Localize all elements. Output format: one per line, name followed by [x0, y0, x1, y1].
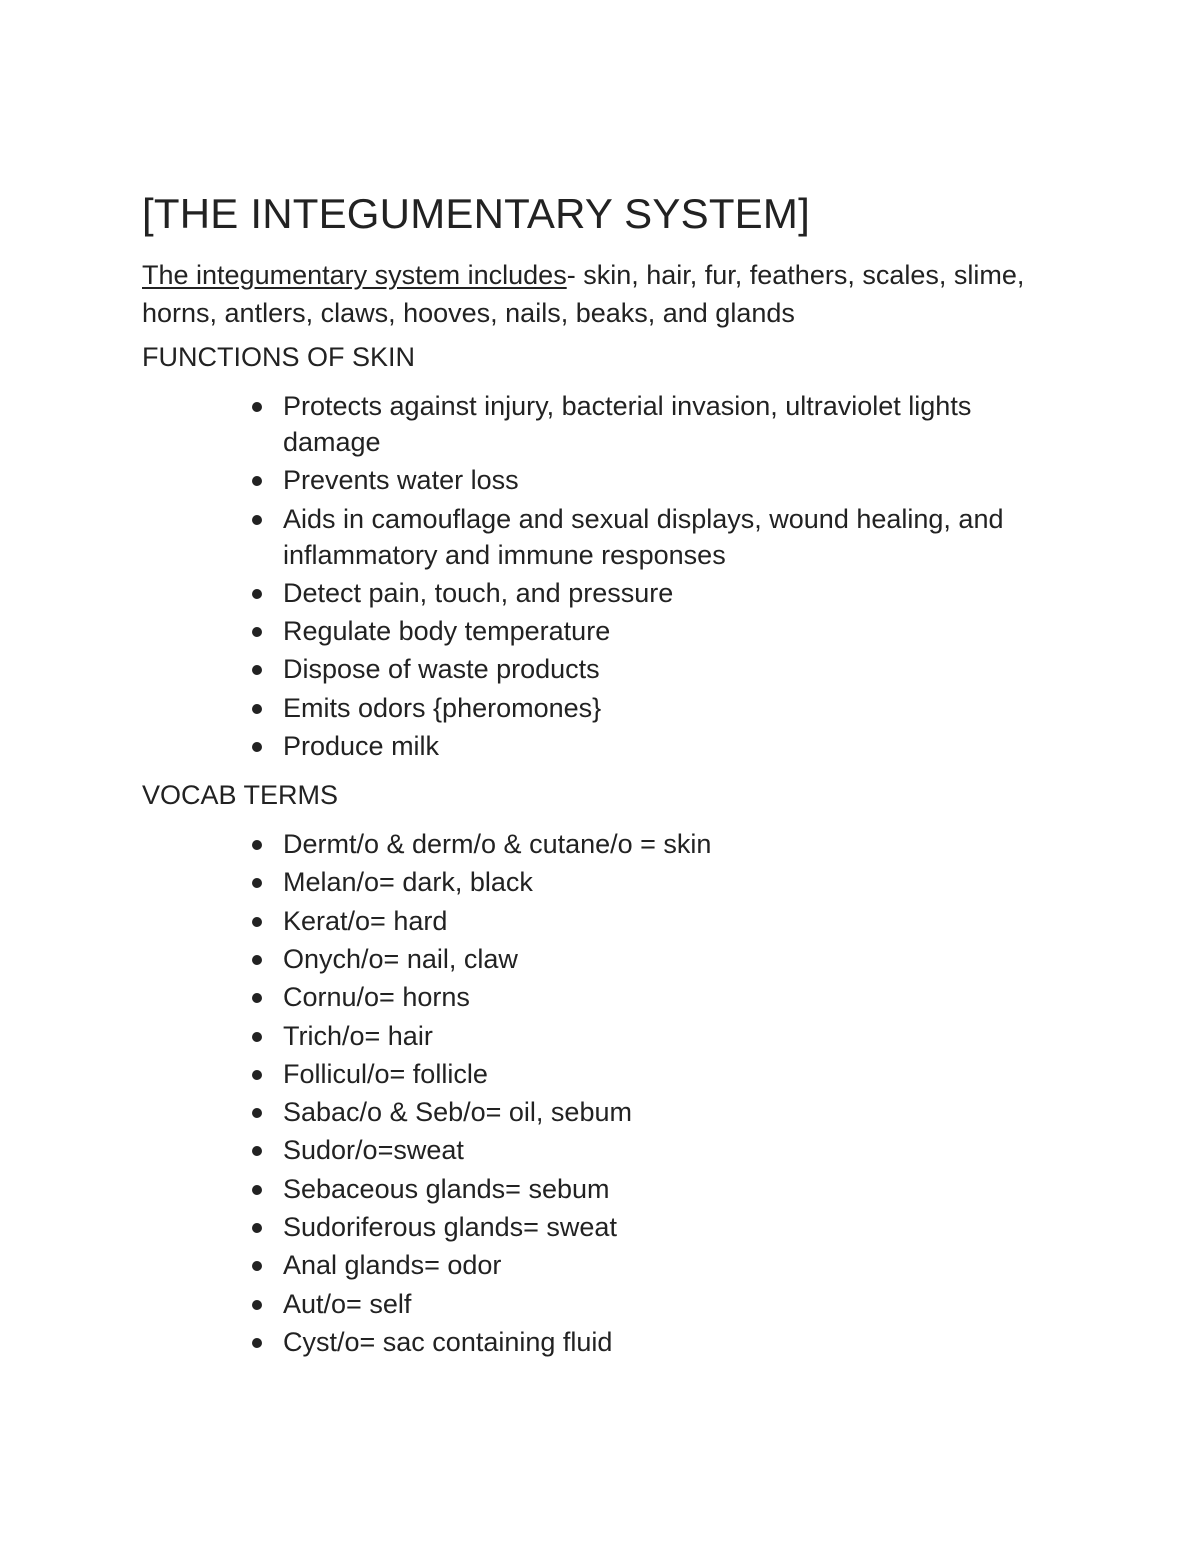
bullet-icon: [252, 1185, 262, 1195]
list-item: [283, 1286, 1063, 1322]
list-item: [283, 388, 1063, 460]
list-item-text: Cyst/o= sac containing fluid: [283, 1326, 613, 1357]
document-title: [THE INTEGUMENTARY SYSTEM]: [142, 190, 810, 237]
list-item-text: Produce milk: [283, 731, 440, 762]
bullet-icon: [252, 1338, 262, 1348]
list-item-text: Kerat/o= hard: [283, 905, 448, 936]
list-item-text: Prevents water loss: [283, 465, 519, 496]
list-item-text: Onych/o= nail, claw: [283, 943, 518, 974]
list-item-text: Aids in camouflage and sexual displays, wound healing, and inflammatory and immune responses: [283, 503, 1004, 570]
list-item-text: Dispose of waste products: [283, 654, 600, 685]
list-item-text: Protects against injury, bacterial invasion, ultraviolet lights damage: [283, 391, 972, 457]
list-item-text: Sabac/o & Seb/o= oil, sebum: [283, 1097, 632, 1128]
bullet-icon: [252, 1146, 262, 1156]
functions-heading: FUNCTIONS OF SKIN: [142, 342, 416, 372]
document-page: [142, 190, 1062, 1372]
list-item: [283, 1247, 1063, 1283]
list-item: [283, 826, 1063, 862]
list-item-text: Aut/o= self: [283, 1288, 412, 1319]
list-item-text: Anal glands= odor: [283, 1250, 502, 1281]
bullet-icon: [252, 1032, 262, 1042]
list-item-text: Emits odors {pheromones}: [283, 692, 602, 723]
intro-text: - skin, hair, fur, feathers, scales, slime, horns, antlers, claws, hooves, nails, beaks, and glands: [142, 260, 1025, 328]
list-item-text: Regulate body temperature: [283, 616, 611, 647]
list-item-text: Melan/o= dark, black: [283, 867, 533, 898]
list-item: [283, 501, 1063, 573]
bullet-icon: [252, 742, 262, 752]
list-item: [283, 728, 1063, 764]
vocab-heading: VOCAB TERMS: [142, 780, 339, 811]
list-item: [283, 613, 1063, 649]
list-item-text: Sudoriferous glands= sweat: [283, 1212, 617, 1243]
list-item: [283, 903, 1063, 939]
bullet-icon: [252, 1108, 262, 1118]
bullet-icon: [252, 917, 262, 927]
bullet-icon: [252, 993, 262, 1003]
list-item-text: Dermt/o & derm/o & cutane/o = skin: [283, 829, 712, 860]
list-item: [283, 864, 1063, 900]
bullet-icon: [252, 1261, 262, 1271]
list-item-text: Trich/o= hair: [283, 1020, 433, 1051]
list-item: [283, 1018, 1063, 1054]
list-item: [283, 651, 1063, 687]
list-item: [283, 1209, 1063, 1245]
intro-paragraph: [142, 256, 1042, 332]
bullet-icon: [252, 955, 262, 965]
list-item: [283, 979, 1063, 1015]
intro-underlined-phrase: The integumentary system includes: [142, 260, 567, 290]
list-item: [283, 1171, 1063, 1207]
bullet-icon: [252, 878, 262, 888]
bullet-icon: [252, 476, 262, 486]
bullet-icon: [252, 840, 262, 850]
bullet-icon: [252, 515, 262, 525]
vocab-list: [142, 826, 1062, 1360]
bullet-icon: [252, 402, 262, 412]
bullet-icon: [252, 589, 262, 599]
functions-list: [142, 388, 1062, 764]
bullet-icon: [252, 1223, 262, 1233]
bullet-icon: [252, 665, 262, 675]
list-item: [283, 1132, 1063, 1168]
list-item-text: Cornu/o= horns: [283, 982, 470, 1013]
list-item-text: Sebaceous glands= sebum: [283, 1173, 610, 1204]
list-item: [283, 462, 1063, 498]
list-item: [283, 1324, 1063, 1360]
bullet-icon: [252, 1300, 262, 1310]
list-item: [283, 1056, 1063, 1092]
list-item: [283, 1094, 1063, 1130]
bullet-icon: [252, 1070, 262, 1080]
bullet-icon: [252, 627, 262, 637]
list-item-text: Follicul/o= follicle: [283, 1058, 488, 1089]
list-item: [283, 690, 1063, 726]
list-item: [283, 575, 1063, 611]
list-item-text: Sudor/o=sweat: [283, 1135, 464, 1166]
list-item-text: Detect pain, touch, and pressure: [283, 577, 674, 608]
list-item: [283, 941, 1063, 977]
bullet-icon: [252, 704, 262, 714]
